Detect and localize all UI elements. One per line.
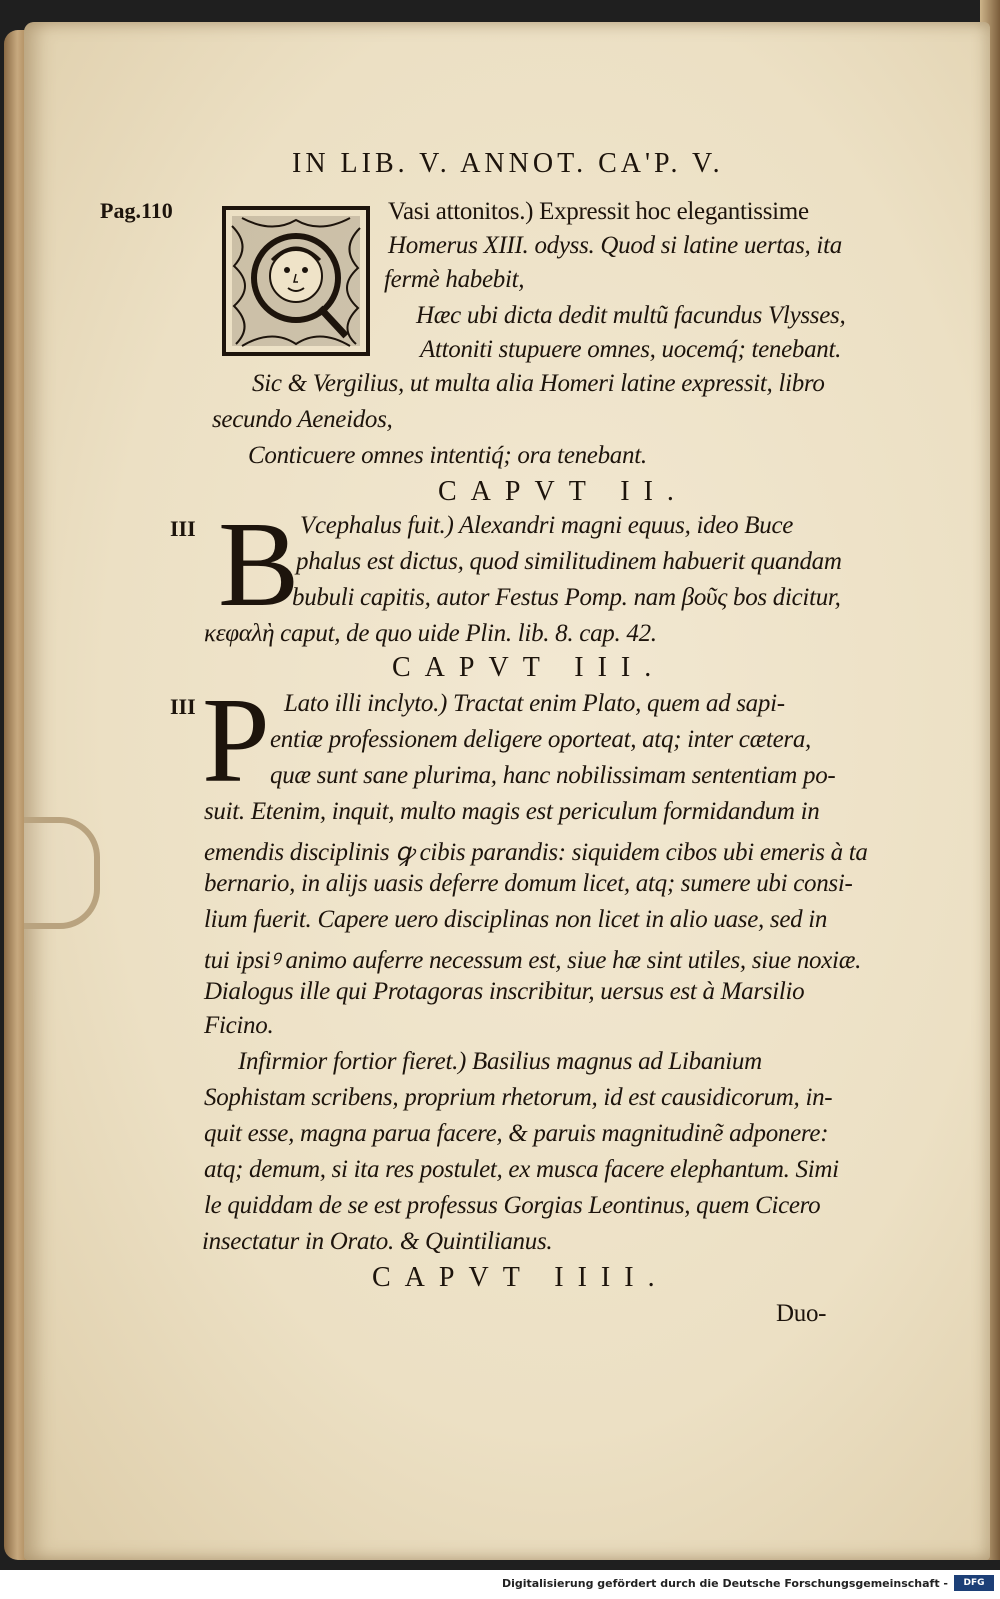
text-line: quit esse, magna parua facere, & paruis magnitudinẽ adponere: [204, 1120, 829, 1147]
chapter-heading: CAPVT IIII. [372, 1262, 669, 1293]
page-clasp [24, 817, 100, 929]
footer-credit: Digitalisierung gefördert durch die Deutsche Forschungsgemeinschaft - [501, 1577, 948, 1590]
text-line: secundo Aeneidos, [212, 406, 393, 433]
text-line: le quiddam de se est professus Gorgias Leontinus, quem Cicero [204, 1192, 821, 1219]
text-line: emendis disciplinis ꝙ cibis parandis: siquidem cibos ubi emeris à ta [204, 839, 868, 866]
text-line: Vasi attonitos.) Expressit hoc elegantissime [388, 198, 809, 225]
text-line: Dialogus ille qui Protagoras inscribitur, uersus est à Marsilio [204, 978, 805, 1005]
text-line: suit. Etenim, inquit, multo magis est periculum formidandum in [204, 798, 820, 825]
dfg-logo-icon: DFG [954, 1575, 994, 1591]
verse-line: Conticuere omnes intentiq́; ora tenebant. [248, 442, 647, 469]
text-line: tui ipsiꝰ animo auferre necessum est, siue hæ sint utiles, siue noxiæ. [204, 947, 862, 974]
text-line: Sophistam scribens, proprium rhetorum, id est causidicorum, in- [204, 1084, 833, 1111]
text-line: Sic & Vergilius, ut multa alia Homeri latine expressit, libro [252, 370, 825, 397]
margin-mark: III [170, 516, 196, 541]
woodcut-initial-q [222, 206, 370, 356]
book-page [24, 22, 990, 1560]
text-line: lium fuerit. Capere uero disciplinas non licet in alio uase, sed in [204, 906, 828, 933]
verse-line: Hæc ubi dicta dedit multũ facundus Vlysses, [416, 302, 846, 329]
text-line: Infirmior fortior fieret.) Basilius magnus ad Libanium [238, 1048, 762, 1075]
chapter-heading: CAPVT III. [392, 652, 666, 683]
text-line: atq; demum, si ita res postulet, ex musca facere elephantum. Simi [204, 1156, 839, 1183]
text-line: bubuli capitis, autor Festus Pomp. nam βοῦς bos dicitur, [292, 584, 841, 611]
text-line: Vcephalus fuit.) Alexandri magni equus, ideo Buce [300, 512, 794, 539]
text-line: Ficino. [204, 1012, 274, 1039]
drop-cap-p: P [202, 673, 270, 808]
text-line: entiæ professionem deligere oporteat, atq; inter cætera, [270, 726, 811, 753]
text-line: fermè habebit, [384, 266, 525, 293]
drop-cap-b: B [218, 497, 300, 632]
catchword: Duo- [776, 1300, 827, 1327]
text-line: insectatur in Orato. & Quintilianus. [202, 1228, 553, 1255]
text-line: Homerus XIII. odyss. Quod si latine uertas, ita [388, 232, 842, 259]
digitization-footer [0, 1570, 1000, 1599]
margin-mark: III [170, 694, 196, 719]
margin-page-reference: Pag.110 [100, 198, 173, 223]
text-line: bernario, in alijs uasis deferre domum licet, atq; sumere ubi consi- [204, 870, 853, 897]
verse-line: Attoniti stupuere omnes, uocemq́; tenebant. [420, 336, 842, 363]
chapter-heading: CAPVT II. [438, 476, 688, 507]
text-line: Lato illi inclyto.) Tractat enim Plato, quem ad sapi- [284, 690, 785, 717]
text-line: quæ sunt sane plurima, hanc nobilissimam sententiam po- [270, 762, 836, 789]
text-line: κεφαλὴ caput, de quo uide Plin. lib. 8. cap. 42. [204, 620, 657, 647]
text-line: phalus est dictus, quod similitudinem habuerit quandam [296, 548, 842, 575]
running-head: IN LIB. V. ANNOT. CA'P. V. [292, 148, 724, 179]
